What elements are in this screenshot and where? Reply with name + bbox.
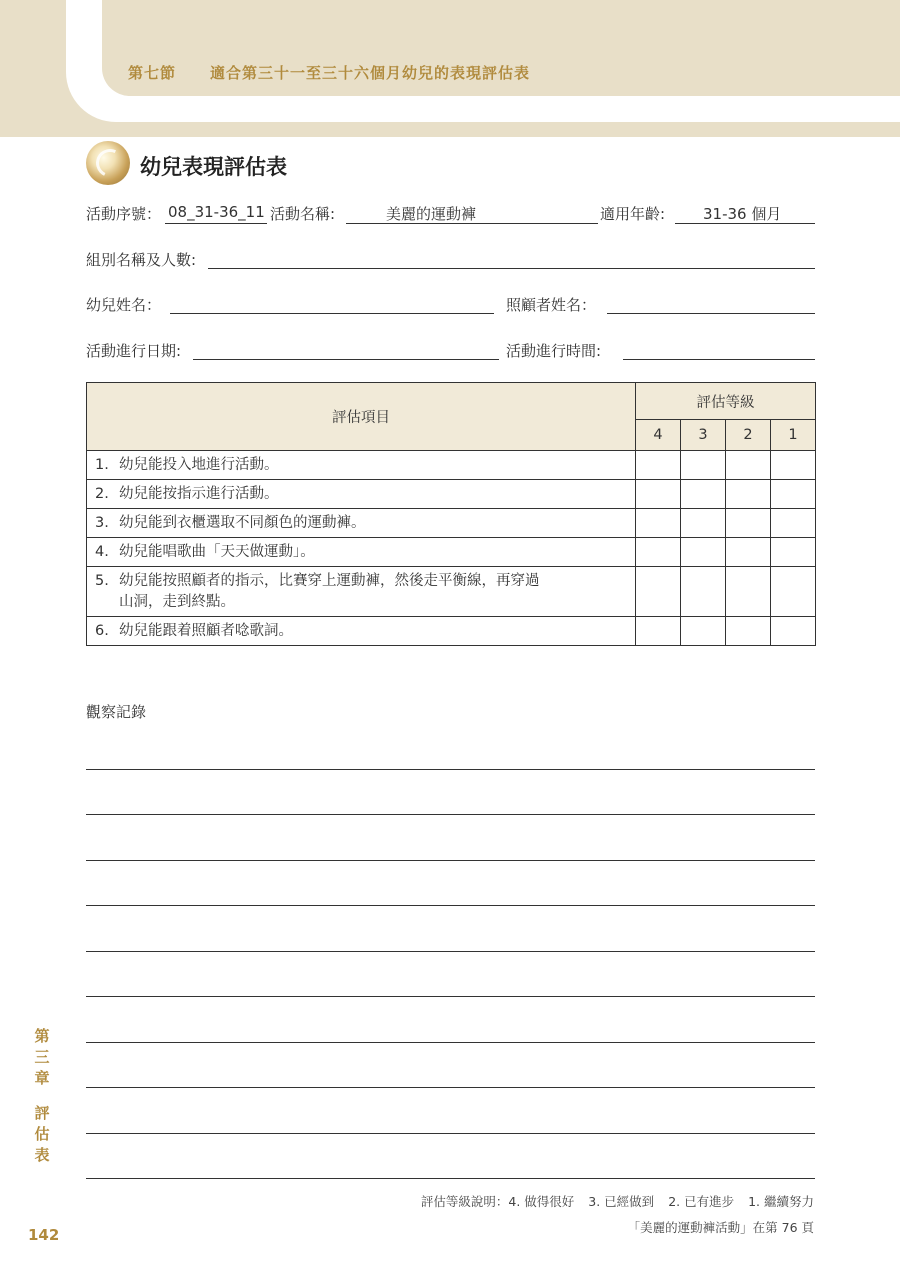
rating-cell[interactable] [771, 509, 816, 538]
rating-cell[interactable] [726, 617, 771, 646]
evaluation-table [86, 382, 816, 646]
legend-item: 3. 已經做到 [588, 1194, 655, 1209]
form-title: 幼兒表現評估表 [140, 155, 287, 179]
activity-name-field[interactable] [346, 203, 598, 224]
rating-cell[interactable] [681, 480, 726, 509]
section-header [128, 62, 530, 83]
item-number: 1. [95, 456, 109, 473]
table-row [87, 617, 816, 646]
legend-item: 2. 已有進步 [668, 1194, 735, 1209]
time-field[interactable] [623, 339, 815, 360]
section-title: 適合第三十一至三十六個月幼兒的表現評估表 [210, 64, 531, 82]
rating-cell[interactable] [726, 480, 771, 509]
time-label: 活動進行時間: [506, 342, 602, 360]
rating-cell[interactable] [636, 538, 681, 567]
observation-line[interactable] [86, 1133, 815, 1134]
item-text-continued: 山洞，走到終點。 [119, 593, 235, 610]
activity-name-label: 活動名稱: [270, 205, 336, 223]
rating-cell[interactable] [681, 538, 726, 567]
rating-cell[interactable] [636, 617, 681, 646]
observation-line[interactable] [86, 905, 815, 906]
activity-no-label: 活動序號： [86, 205, 162, 223]
rating-cell[interactable] [726, 509, 771, 538]
rating-cell[interactable] [681, 451, 726, 480]
chapter-char: 章 [34, 1069, 50, 1087]
chapter-side-label [30, 1026, 54, 1166]
rating-cell[interactable] [726, 567, 771, 617]
age-label: 適用年齡: [600, 205, 666, 223]
item-cell [87, 451, 636, 480]
level-2: 2 [726, 420, 771, 451]
rating-cell[interactable] [771, 617, 816, 646]
rating-cell[interactable] [726, 538, 771, 567]
child-name-field[interactable] [170, 293, 494, 314]
chapter-name-char: 評 [34, 1104, 50, 1122]
rating-cell[interactable] [681, 567, 726, 617]
age-field[interactable] [675, 203, 815, 224]
observation-line[interactable] [86, 996, 815, 997]
item-cell [87, 538, 636, 567]
legend-item: 1. 繼續努力 [748, 1194, 814, 1209]
rating-cell[interactable] [636, 480, 681, 509]
carer-name-field[interactable] [607, 293, 815, 314]
chapter-name-char: 估 [34, 1125, 50, 1143]
observation-line[interactable] [86, 1042, 815, 1043]
observation-label: 觀察記錄 [86, 703, 147, 721]
observation-line[interactable] [86, 769, 815, 770]
item-text: 幼兒能唱歌曲「天天做運動」。 [119, 543, 315, 560]
item-number: 6. [95, 622, 109, 639]
observation-line[interactable] [86, 814, 815, 815]
rating-cell[interactable] [771, 480, 816, 509]
rating-cell[interactable] [771, 451, 816, 480]
item-text: 幼兒能按照顧者的指示，比賽穿上運動褲，然後走平衡線，再穿過 [119, 572, 540, 589]
table-row [87, 451, 816, 480]
activity-reference: 「美麗的運動褲活動」在第 76 頁 [627, 1220, 814, 1235]
rating-cell[interactable] [681, 617, 726, 646]
item-cell [87, 567, 636, 617]
child-name-label: 幼兒姓名： [86, 296, 162, 314]
table-row [87, 480, 816, 509]
rating-cell[interactable] [636, 509, 681, 538]
item-number: 3. [95, 514, 109, 531]
item-number: 5. [95, 572, 109, 589]
observation-line[interactable] [86, 951, 815, 952]
group-label: 組別名稱及人數: [86, 251, 197, 269]
rating-cell[interactable] [636, 567, 681, 617]
item-cell [87, 617, 636, 646]
chapter-name-char: 表 [34, 1146, 50, 1164]
date-field[interactable] [193, 339, 499, 360]
item-text: 幼兒能按指示進行活動。 [119, 485, 279, 502]
legend-item: 4. 做得很好 [508, 1194, 575, 1209]
item-cell [87, 509, 636, 538]
rating-cell[interactable] [771, 538, 816, 567]
activity-no-field[interactable] [165, 203, 267, 224]
table-row [87, 567, 816, 617]
section-number: 第七節 [128, 64, 177, 82]
chapter-char: 第 [34, 1027, 50, 1045]
rating-cell[interactable] [636, 451, 681, 480]
table-row [87, 538, 816, 567]
rating-cell[interactable] [681, 509, 726, 538]
legend-label: 評估等級說明： [420, 1194, 509, 1209]
rating-cell[interactable] [771, 567, 816, 617]
level-1: 1 [771, 420, 816, 451]
level-header: 評估等級 [636, 383, 816, 420]
rating-cell[interactable] [726, 451, 771, 480]
rating-legend [421, 1192, 814, 1210]
observation-line[interactable] [86, 1087, 815, 1088]
item-cell [87, 480, 636, 509]
level-3: 3 [681, 420, 726, 451]
chapter-char: 三 [34, 1048, 50, 1066]
date-label: 活動進行日期: [86, 342, 182, 360]
page-number: 142 [28, 1226, 60, 1244]
item-header: 評估項目 [87, 383, 636, 451]
group-field[interactable] [208, 248, 815, 269]
carer-name-label: 照顧者姓名： [506, 296, 597, 314]
level-4: 4 [636, 420, 681, 451]
observation-line[interactable] [86, 860, 815, 861]
item-text: 幼兒能跟着照顧者唸歌詞。 [119, 622, 293, 639]
activity-no-value: 08_31-36_11 [168, 203, 265, 221]
age-value: 31-36 個月 [703, 205, 782, 223]
item-text: 幼兒能到衣櫃選取不同顏色的運動褲。 [119, 514, 366, 531]
table-row [87, 509, 816, 538]
title-orb-icon [86, 141, 130, 185]
item-number: 4. [95, 543, 109, 560]
item-text: 幼兒能投入地進行活動。 [119, 456, 279, 473]
observation-line[interactable] [86, 1178, 815, 1179]
activity-name-value: 美麗的運動褲 [386, 205, 477, 223]
item-number: 2. [95, 485, 109, 502]
